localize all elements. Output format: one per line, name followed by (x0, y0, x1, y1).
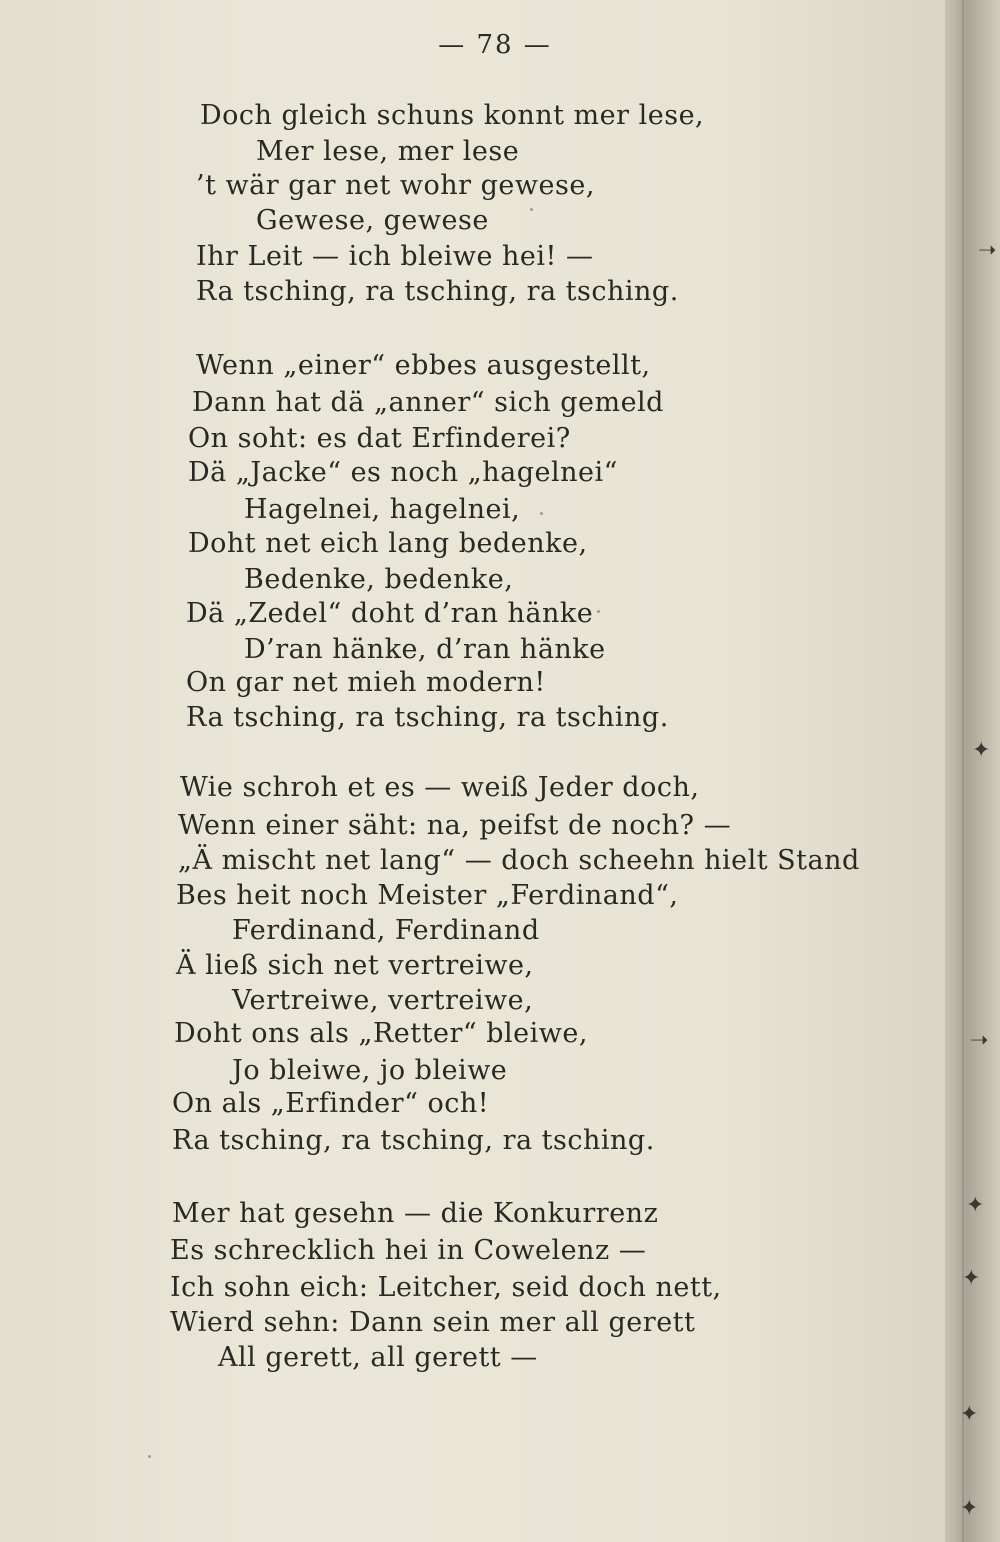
poem-line: On soht: es dat Erfinderei? (188, 423, 571, 454)
poem-line: Jo bleiwe, jo bleiwe (232, 1055, 508, 1086)
poem-line: Es schrecklich hei in Cowelenz — (170, 1235, 647, 1266)
poem-line: Doht ons als „Retter“ bleiwe, (174, 1018, 588, 1049)
poem-line: Wenn einer säht: na, peifst de noch? — (178, 810, 732, 841)
paper-speck (148, 1455, 151, 1458)
poem-line: Bedenke, bedenke, (244, 564, 514, 595)
poem-line: Ferdinand, Ferdinand (232, 915, 540, 946)
poem-line: Gewese, gewese (256, 205, 489, 236)
poem-line: Ra tsching, ra tsching, ra tsching. (186, 702, 669, 733)
binding-stitch-icon: ✦ (960, 1402, 979, 1427)
poem-line: Wenn „einer“ ebbes ausgestellt, (196, 350, 651, 381)
poem-line: Doch gleich schuns konnt mer lese, (200, 100, 705, 131)
poem-line: „Ä mischt net lang“ — doch scheehn hielt Stand (178, 845, 860, 876)
poem-line: Ä ließ sich net vertreiwe, (176, 950, 534, 981)
paper-speck (597, 610, 600, 613)
paper-speck (540, 512, 543, 515)
poem-line: Ich sohn eich: Leitcher, seid doch nett, (170, 1272, 722, 1303)
paper-speck (530, 208, 533, 211)
poem-line: Dä „Zedel“ doht d’ran hänke (186, 598, 594, 629)
poem-line: Dä „Jacke“ es noch „hagelnei“ (188, 457, 618, 488)
poem-line: Wierd sehn: Dann sein mer all gerett (170, 1307, 696, 1338)
poem-line: Mer hat gesehn — die Konkurrenz (172, 1198, 659, 1229)
poem-line: Ra tsching, ra tsching, ra tsching. (172, 1125, 655, 1156)
poem-line: Wie schroh et es — weiß Jeder doch, (180, 772, 700, 803)
book-gutter (945, 0, 1000, 1542)
binding-stitch-icon: ➝ (970, 1028, 989, 1053)
poem-line: On gar net mieh modern! (186, 667, 546, 698)
poem-line: Bes heit noch Meister „Ferdinand“, (176, 880, 679, 911)
poem-line: Vertreiwe, vertreiwe, (232, 985, 534, 1016)
poem-line: Dann hat dä „anner“ sich gemeld (192, 387, 664, 418)
poem-line: On als „Erfinder“ och! (172, 1088, 490, 1119)
binding-stitch-icon: ✦ (966, 1193, 985, 1218)
poem-line: Mer lese, mer lese (256, 136, 520, 167)
binding-stitch-icon: ✦ (972, 738, 991, 763)
poem-line: Doht net eich lang bedenke, (188, 528, 588, 559)
binding-stitch-icon: ✦ (960, 1496, 979, 1521)
poem-line: Ihr Leit — ich bleiwe hei! — (196, 241, 594, 272)
poem-line: Hagelnei, hagelnei, (244, 494, 521, 525)
binding-stitch-icon: ✦ (962, 1266, 981, 1291)
poem-line: Ra tsching, ra tsching, ra tsching. (196, 276, 679, 307)
poem-line: ’t wär gar net wohr gewese, (196, 170, 595, 201)
binding-stitch-icon: ➝ (978, 238, 997, 263)
gutter-fold-line (962, 0, 964, 1542)
page-number: — 78 — (438, 30, 552, 60)
poem-line: All gerett, all gerett — (218, 1342, 538, 1373)
poem-line: D’ran hänke, d’ran hänke (244, 634, 606, 665)
